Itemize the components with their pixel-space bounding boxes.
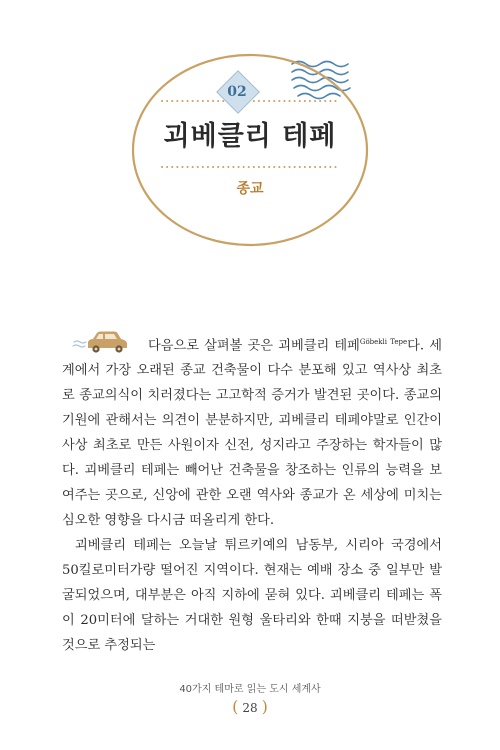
paragraph-1-start: 다음으로 살펴볼 곳은 괴베클리 테페 [148,338,360,354]
chapter-number: 02 [227,84,247,100]
paragraph-1-rest: 다. 세계에서 가장 오래된 종교 건축물이 다수 분포해 있고 역사상 최초로 종교의식이 치러졌다는 고고학적 증거가 발견된 곳이다. 종교의 기원에 관해서는 의견이 분분하지만, 괴베클리 테페야말로 인간이 사상 최초로 만든 사원이자 신전, 성지라고 주장하는 학자들이 많다. 괴베클리 테페는 빼어난 건축물을 창조하는 인류의 능력을 보여주는 곳으로, 신앙에 관한 오랜 역사와 종교가 온 세상에 미치는 심오한 영향을 다시금 떠올리게 한다. [62,338,442,529]
right-paren-decoration: ) [261,697,268,716]
page-number: 28 [242,701,258,715]
paragraph [62,330,442,533]
book-title-footer: 40가지 테마로 읽는 도시 세계사 [179,684,321,695]
chapter-title: 괴베클리 테페 [163,121,337,152]
paragraph: 괴베클리 테페는 오늘날 튀르키예의 남동부, 시리아 국경에서 50킬로미터가량 떨어진 지역이다. 현재는 예배 장소 중 일부만 발굴되었으며, 대부분은 아직 지하에 묻혀 있다. 괴베클리 테페는 폭이 20미터에 달하는 거대한 원형 울타리와 한때 지붕을 떠받쳤을 것으로 추정되는 [62,538,442,654]
page-number-footer [0,697,500,716]
body-text [62,330,442,658]
chapter-emblem [0,0,500,320]
left-paren-decoration: ( [232,697,239,716]
postmark-waves-icon [292,62,350,99]
original-name-superscript: Göbekli Tepe [359,338,408,346]
chapter-category: 종교 [236,181,264,197]
